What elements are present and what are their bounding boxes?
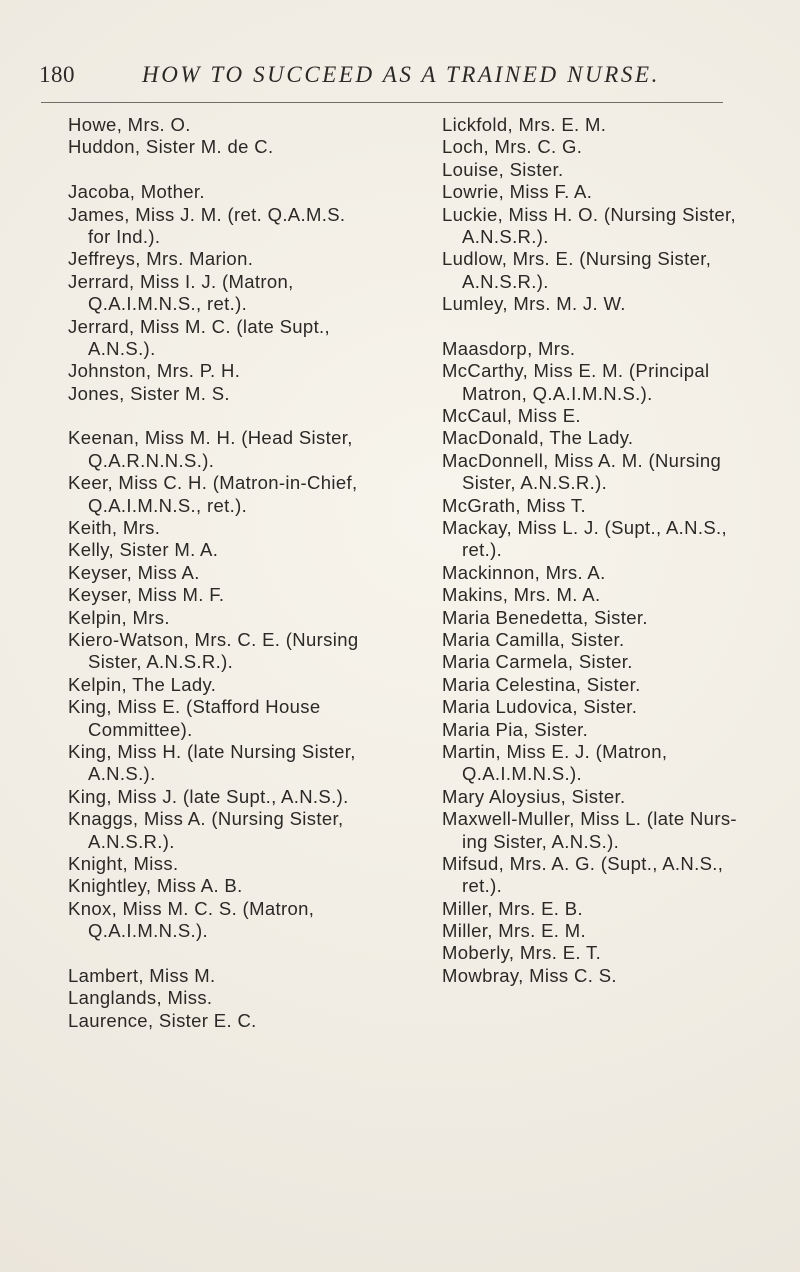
name-entry xyxy=(68,360,402,382)
entry-continuation-line: Q.A.I.M.N.S., ret.). xyxy=(88,293,248,315)
section-gap xyxy=(442,316,764,338)
name-entry xyxy=(68,517,402,539)
entry-line: Moberly, Mrs. E. T. xyxy=(442,942,602,964)
name-entry xyxy=(442,338,764,360)
name-entry xyxy=(442,495,764,517)
name-entry xyxy=(68,383,402,405)
entry-line: Keer, Miss C. H. (Matron-in-Chief, xyxy=(68,472,358,494)
name-entry xyxy=(68,853,402,875)
name-entry xyxy=(442,965,764,987)
entry-line: Maria Benedetta, Sister. xyxy=(442,606,648,628)
name-entry xyxy=(68,674,402,696)
name-entry xyxy=(68,204,402,249)
entry-line: Jones, Sister M. S. xyxy=(68,382,230,404)
entry-line: Keyser, Miss M. F. xyxy=(68,584,225,606)
entry-continuation-line: A.N.S.). xyxy=(88,337,156,359)
entry-line: Maxwell-Muller, Miss L. (late Nurs- xyxy=(442,808,737,830)
name-entry xyxy=(68,181,402,203)
entry-continuation-line: ret.). xyxy=(462,875,503,897)
name-entry xyxy=(68,539,402,561)
name-entry xyxy=(68,696,402,741)
name-entry xyxy=(68,786,402,808)
page-number: 180 xyxy=(39,62,75,87)
entry-line: Knightley, Miss A. B. xyxy=(68,875,243,897)
entry-line: Keyser, Miss A. xyxy=(68,561,200,583)
entry-line: Lumley, Mrs. M. J. W. xyxy=(442,293,626,315)
name-entry xyxy=(68,741,402,786)
name-entry xyxy=(68,562,402,584)
name-entry xyxy=(68,1010,402,1032)
name-entry xyxy=(442,427,764,449)
entry-continuation-line: ing Sister, A.N.S.). xyxy=(462,830,620,852)
entry-line: Makins, Mrs. M. A. xyxy=(442,584,601,606)
running-title: HOW TO SUCCEED AS A TRAINED NURSE. xyxy=(142,62,660,87)
name-entry xyxy=(442,607,764,629)
name-entry xyxy=(442,360,764,405)
name-entry xyxy=(68,629,402,674)
entry-continuation-line: Committee). xyxy=(88,718,193,740)
entry-line: Laurence, Sister E. C. xyxy=(68,1009,257,1031)
entry-line: Loch, Mrs. C. G. xyxy=(442,136,583,158)
entry-line: Jerrard, Miss I. J. (Matron, xyxy=(68,270,294,292)
name-entry xyxy=(442,853,764,898)
name-entry xyxy=(68,584,402,606)
entry-line: Kelpin, Mrs. xyxy=(68,606,170,628)
entry-line: Kiero-Watson, Mrs. C. E. (Nursing xyxy=(68,628,359,650)
entry-line: Maria Pia, Sister. xyxy=(442,718,589,740)
name-entry xyxy=(68,965,402,987)
entry-line: Lambert, Miss M. xyxy=(68,964,216,986)
entry-continuation-line: A.N.S.). xyxy=(88,763,156,785)
name-entry xyxy=(442,942,764,964)
entry-line: McCarthy, Miss E. M. (Principal xyxy=(442,360,710,382)
name-entry xyxy=(442,562,764,584)
entry-continuation-line: for Ind.). xyxy=(88,225,161,247)
right-column xyxy=(442,114,764,987)
header-rule xyxy=(41,102,723,103)
name-entry xyxy=(442,248,764,293)
entry-line: Louise, Sister. xyxy=(442,158,564,180)
entry-line: MacDonnell, Miss A. M. (Nursing xyxy=(442,449,722,471)
name-entry xyxy=(442,920,764,942)
name-entry xyxy=(442,786,764,808)
left-column xyxy=(68,114,402,1032)
name-entry xyxy=(68,316,402,361)
entry-continuation-line: Q.A.R.N.N.S.). xyxy=(88,449,215,471)
name-entry xyxy=(442,293,764,315)
name-entry xyxy=(68,114,402,136)
name-entry xyxy=(68,607,402,629)
entry-continuation-line: Q.A.I.M.N.S., ret.). xyxy=(88,494,248,516)
entry-line: Kelpin, The Lady. xyxy=(68,673,217,695)
entry-line: Keith, Mrs. xyxy=(68,517,161,539)
name-list xyxy=(68,114,768,1254)
name-entry xyxy=(442,181,764,203)
entry-line: Maria Carmela, Sister. xyxy=(442,651,633,673)
name-entry xyxy=(68,987,402,1009)
entry-line: Mackinnon, Mrs. A. xyxy=(442,561,606,583)
entry-line: Langlands, Miss. xyxy=(68,987,213,1009)
entry-continuation-line: Sister, A.N.S.R.). xyxy=(88,651,234,673)
name-entry xyxy=(442,898,764,920)
name-entry xyxy=(68,808,402,853)
name-entry xyxy=(442,674,764,696)
entry-line: Kelly, Sister M. A. xyxy=(68,539,219,561)
entry-line: Lowrie, Miss F. A. xyxy=(442,181,593,203)
entry-line: Knox, Miss M. C. S. (Matron, xyxy=(68,897,315,919)
entry-line: Mary Aloysius, Sister. xyxy=(442,785,626,807)
entry-line: McGrath, Miss T. xyxy=(442,494,587,516)
entry-line: Knight, Miss. xyxy=(68,852,179,874)
entry-line: Mackay, Miss L. J. (Supt., A.N.S., xyxy=(442,517,728,539)
name-entry xyxy=(442,450,764,495)
entry-line: Huddon, Sister M. de C. xyxy=(68,136,274,158)
name-entry xyxy=(68,427,402,472)
name-entry xyxy=(442,114,764,136)
entry-line: King, Miss E. (Stafford House xyxy=(68,696,321,718)
entry-line: Maria Ludovica, Sister. xyxy=(442,696,638,718)
name-entry xyxy=(68,875,402,897)
entry-line: Keenan, Miss M. H. (Head Sister, xyxy=(68,427,353,449)
entry-line: Lickfold, Mrs. E. M. xyxy=(442,114,607,135)
entry-line: Martin, Miss E. J. (Matron, xyxy=(442,740,668,762)
entry-line: Knaggs, Miss A. (Nursing Sister, xyxy=(68,808,344,830)
name-entry xyxy=(68,898,402,943)
entry-continuation-line: ret.). xyxy=(462,539,503,561)
section-gap xyxy=(68,942,402,964)
name-entry xyxy=(68,271,402,316)
name-entry xyxy=(442,808,764,853)
entry-line: Maria Camilla, Sister. xyxy=(442,628,625,650)
name-entry xyxy=(68,136,402,158)
entry-line: Miller, Mrs. E. B. xyxy=(442,897,583,919)
entry-line: James, Miss J. M. (ret. Q.A.M.S. xyxy=(68,203,346,225)
entry-line: Jerrard, Miss M. C. (late Supt., xyxy=(68,315,331,337)
entry-line: Maria Celestina, Sister. xyxy=(442,673,641,695)
entry-line: Mifsud, Mrs. A. G. (Supt., A.N.S., xyxy=(442,852,724,874)
entry-continuation-line: A.N.S.R.). xyxy=(462,225,549,247)
section-gap xyxy=(68,159,402,181)
name-entry xyxy=(68,472,402,517)
section-gap xyxy=(68,405,402,427)
entry-line: McCaul, Miss E. xyxy=(442,405,581,427)
name-entry xyxy=(68,248,402,270)
entry-line: King, Miss J. (late Supt., A.N.S.). xyxy=(68,785,349,807)
name-entry xyxy=(442,204,764,249)
name-entry xyxy=(442,517,764,562)
entry-line: Jeffreys, Mrs. Marion. xyxy=(68,248,254,270)
running-head xyxy=(39,62,725,96)
entry-line: Johnston, Mrs. P. H. xyxy=(68,360,241,382)
entry-continuation-line: Matron, Q.A.I.M.N.S.). xyxy=(462,382,653,404)
entry-line: Mowbray, Miss C. S. xyxy=(442,964,617,986)
name-entry xyxy=(442,696,764,718)
name-entry xyxy=(442,741,764,786)
entry-line: Maasdorp, Mrs. xyxy=(442,337,576,359)
name-entry xyxy=(442,584,764,606)
name-entry xyxy=(442,651,764,673)
entry-line: Ludlow, Mrs. E. (Nursing Sister, xyxy=(442,248,712,270)
name-entry xyxy=(442,136,764,158)
entry-continuation-line: Q.A.I.M.N.S.). xyxy=(462,763,583,785)
name-entry xyxy=(442,629,764,651)
entry-line: Howe, Mrs. O. xyxy=(68,114,191,135)
name-entry xyxy=(442,719,764,741)
entry-line: Miller, Mrs. E. M. xyxy=(442,920,587,942)
name-entry xyxy=(442,405,764,427)
entry-continuation-line: Q.A.I.M.N.S.). xyxy=(88,920,209,942)
name-entry xyxy=(442,159,764,181)
entry-continuation-line: A.N.S.R.). xyxy=(88,830,175,852)
entry-line: Jacoba, Mother. xyxy=(68,181,205,203)
entry-line: MacDonald, The Lady. xyxy=(442,427,634,449)
entry-line: King, Miss H. (late Nursing Sister, xyxy=(68,740,356,762)
entry-continuation-line: Sister, A.N.S.R.). xyxy=(462,472,608,494)
entry-line: Luckie, Miss H. O. (Nursing Sister, xyxy=(442,203,736,225)
entry-continuation-line: A.N.S.R.). xyxy=(462,270,549,292)
